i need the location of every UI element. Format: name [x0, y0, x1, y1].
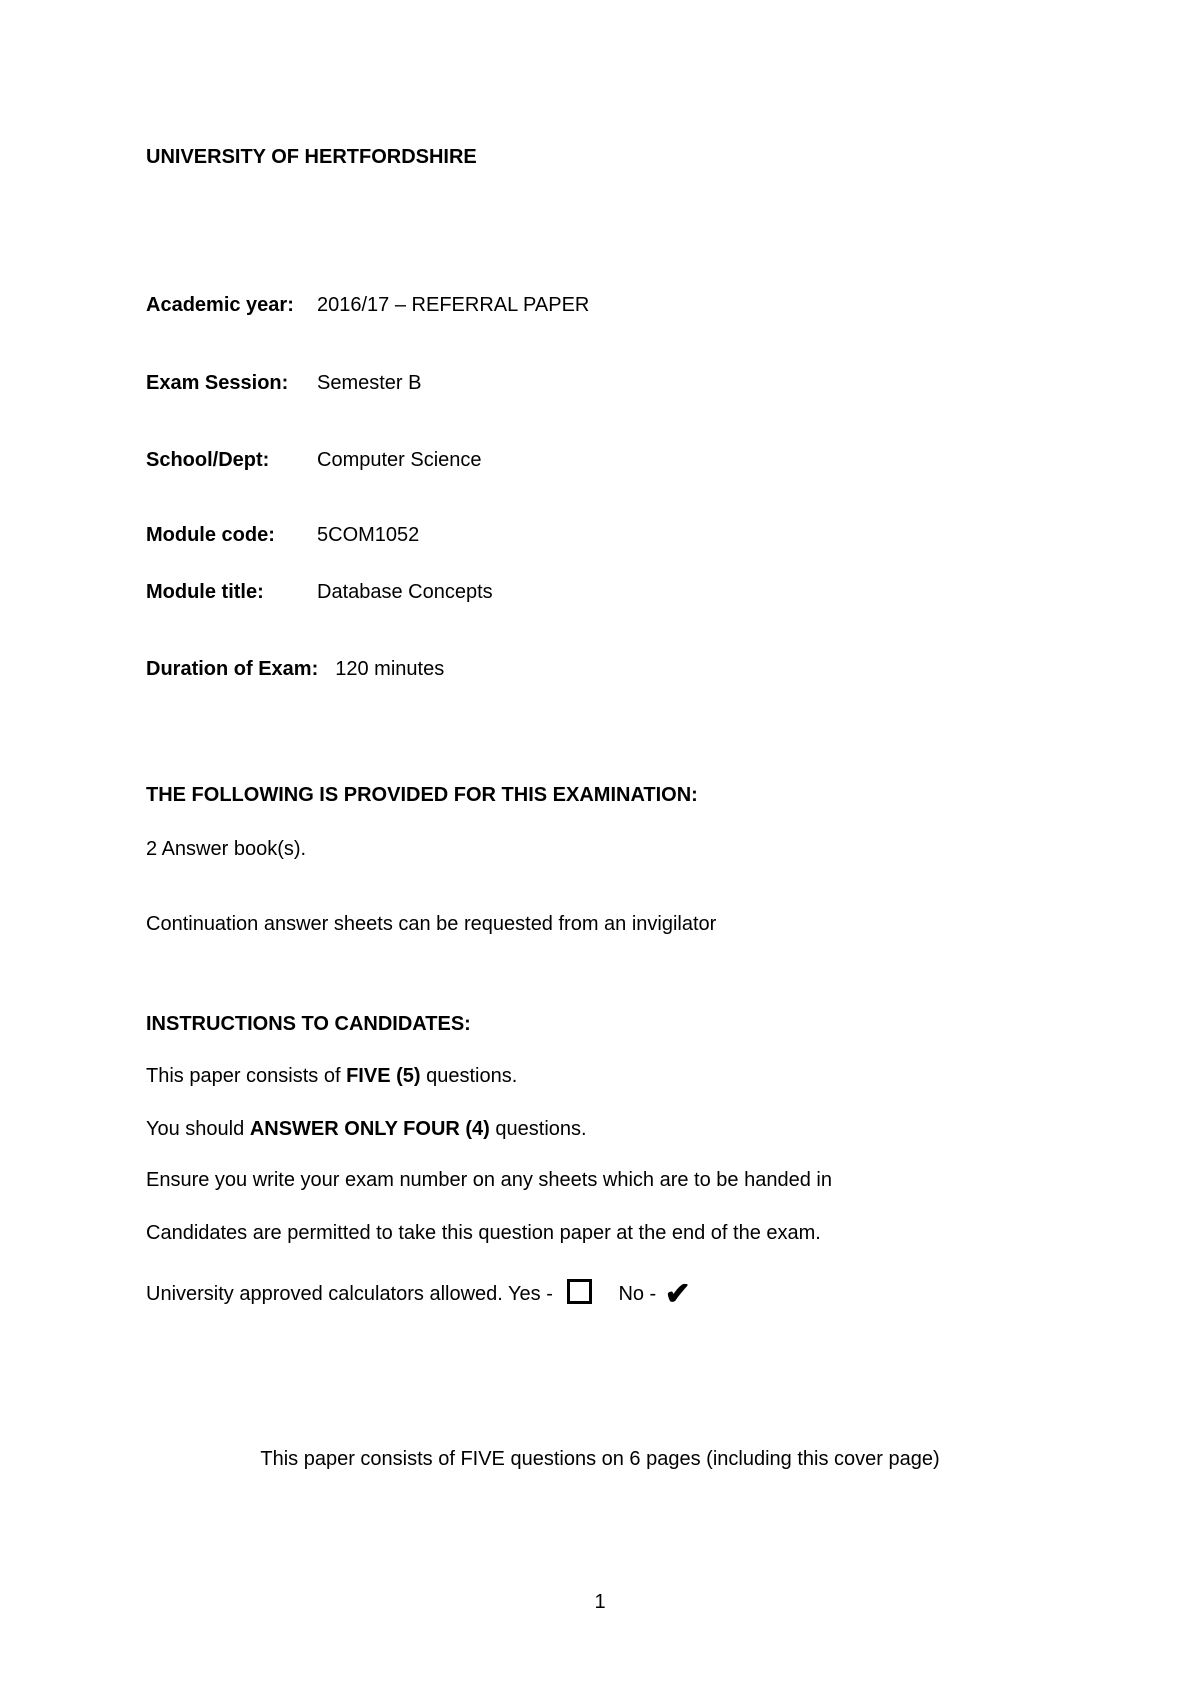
field-value-academic-year: 2016/17 – REFERRAL PAPER [317, 294, 590, 316]
field-duration [146, 657, 444, 681]
instruction-text: questions. [420, 1065, 518, 1087]
field-module-code [146, 523, 419, 547]
field-value-duration: 120 minutes [335, 658, 445, 680]
instruction-line-exam-number: Ensure you write your exam number on any sheets which are to be handed in [146, 1169, 832, 1191]
field-label-exam-session: Exam Session: [146, 372, 289, 394]
field-exam-session [146, 371, 421, 395]
instruction-bold-text: FIVE (5) [346, 1065, 421, 1087]
provided-item-continuation-sheets: Continuation answer sheets can be requested from an invigilator [146, 913, 717, 935]
field-value-module-code: 5COM1052 [317, 524, 420, 546]
field-label-module-title: Module title: [146, 581, 264, 603]
field-value-exam-session: Semester B [317, 372, 422, 394]
field-label-academic-year: Academic year: [146, 294, 294, 316]
field-value-school-dept: Computer Science [317, 449, 482, 471]
instructions-heading: INSTRUCTIONS TO CANDIDATES: [146, 1013, 471, 1035]
field-module-title [146, 580, 493, 604]
calculators-text: University approved calculators allowed. Yes - [146, 1283, 559, 1305]
footer-note: This paper consists of FIVE questions on 6 pages (including this cover page) [260, 1448, 940, 1470]
instruction-line-five-questions [146, 1064, 517, 1088]
no-checkmark-icon: ✔ [664, 1276, 691, 1311]
provided-item-answer-books: 2 Answer book(s). [146, 838, 307, 860]
yes-checkbox [567, 1279, 592, 1304]
field-school-dept [146, 448, 482, 472]
instruction-text: questions. [489, 1118, 587, 1140]
page-number: 1 [594, 1591, 606, 1613]
instruction-text: You should [146, 1118, 250, 1140]
field-label-duration: Duration of Exam: [146, 658, 319, 680]
no-label: No - [618, 1283, 662, 1305]
field-value-module-title: Database Concepts [317, 581, 493, 603]
instruction-text: This paper consists of [146, 1065, 347, 1087]
provided-heading: THE FOLLOWING IS PROVIDED FOR THIS EXAMINATION: [146, 784, 698, 806]
field-label-school-dept: School/Dept: [146, 449, 270, 471]
calculators-line [146, 1276, 691, 1311]
university-title: UNIVERSITY OF HERTFORDSHIRE [146, 146, 477, 168]
field-academic-year [146, 293, 589, 317]
instruction-line-answer-four [146, 1117, 587, 1141]
instruction-line-take-paper: Candidates are permitted to take this question paper at the end of the exam. [146, 1222, 821, 1244]
field-label-module-code: Module code: [146, 524, 275, 546]
instruction-bold-text: ANSWER ONLY FOUR (4) [249, 1118, 490, 1140]
